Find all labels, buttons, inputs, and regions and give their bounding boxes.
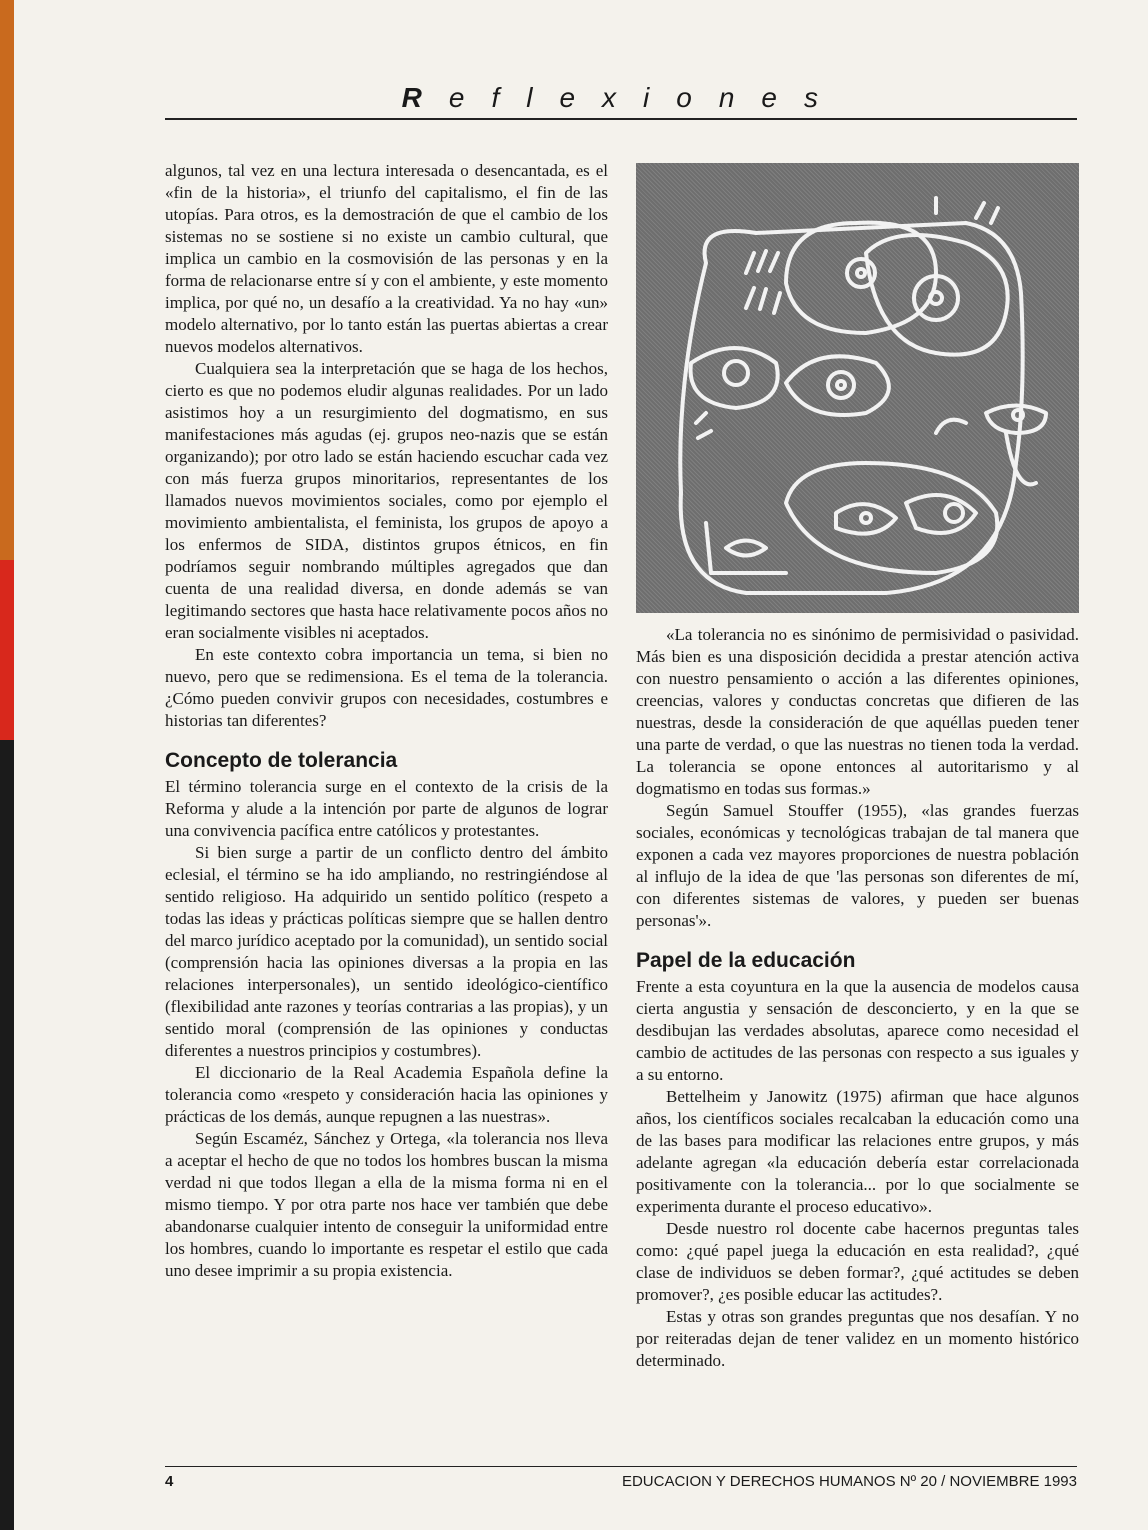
page-footer — [165, 1466, 1077, 1497]
left-column — [165, 160, 608, 1282]
paragraph: Si bien surge a partir de un conflicto dentro del ámbito eclesial, el término se ha ido ampliando, no restringiéndose al sentido religioso. Ha adquirido un sentido político (respeto a todas las ideas y prácticas políticas siempre que se hallen dentro del marco jurídico aceptado por la comunidad), un sentido social (comprensión hacia las opiniones diversas a la propia en las relaciones interpersonales), un sentido ideológico-científico (flexibilidad ante razones y teorías contrarias a las propias), y un sentido moral (comprensión de las opiniones y conductas diferentes a nuestros principios y costumbres). — [165, 843, 608, 1060]
right-column — [636, 624, 1079, 1372]
paragraph: El diccionario de la Real Academia Española define la tolerancia como «respeto y consideración hacia las opiniones y prácticas de los demás, aunque repugnen a las nuestras». — [165, 1063, 608, 1126]
section-heading-educacion: Papel de la educación — [636, 949, 856, 972]
paragraph: Frente a esta coyuntura en la que la ausencia de modelos causa cierta angustia y sensación de desconcierto, y en la que se desdibujan las verdades absolutas, aparece como necesidad el cambio de actitudes de las personas con respecto a sus iguales y a su entorno. — [636, 977, 1079, 1084]
paragraph: Bettelheim y Janowitz (1975) afirman que hace algunos años, los científicos sociales recalcaban la educación como una de las bases para modificar las relaciones entre grupos, y más adelante agregan «la educación debería estar correlacionada positivamente con la tolerancia... por lo que socialmente se experimenta durante el proceso educativo». — [636, 1087, 1079, 1216]
section-title: Reflexiones — [401, 82, 845, 113]
paragraph: En este contexto cobra importancia un tema, si bien no nuevo, pero que se redimensiona. Es el tema de la tolerancia. ¿Cómo pueden convivir grupos con necesidades, costumbres e historias tan diferentes? — [165, 645, 608, 730]
page-edge-strip — [0, 0, 14, 1530]
faces-drawing — [636, 163, 1079, 613]
paragraph: El término tolerancia surge en el contexto de la crisis de la Reforma y alude a la intención por parte de algunos de lograr una convivencia pacífica entre católicos y protestantes. — [165, 777, 608, 840]
paragraph: Estas y otras son grandes preguntas que nos desafían. Y no por reiteradas dejan de tener validez en un momento histórico determinado. — [636, 1307, 1079, 1370]
publication-info: EDUCACION Y DERECHOS HUMANOS Nº 20 / NOVIEMBRE 1993 — [621, 1473, 1077, 1490]
paragraph: Cualquiera sea la interpretación que se haga de los hechos, cierto es que no podemos eludir algunas realidades. Por un lado asistimos hoy a un resurgimiento del dogmatismo, en sus manifestaciones más agudas (ej. grupos neo-nazis que se están organizando); por otro lado se están haciendo escuchar cada vez con más fuerza grupos minoritarios, representantes de los llamados nuevos movimientos sociales, como por ejemplo el movimiento ambientalista, el feminista, los grupos de apoyo a los enfermos de SIDA, distintos grupos étnicos, en fin podríamos seguir nombrando múltiples agregados que dan cuenta de una realidad diversa, en donde además se van legitimando sectores que hasta hace relativamente pocos años no eran socialmente visibles ni aceptados. — [165, 359, 608, 642]
section-heading-concepto: Concepto de tolerancia — [165, 749, 398, 772]
paragraph: algunos, tal vez en una lectura interesada o desencantada, es el «fin de la historia», el triunfo del capitalismo, el fin de las utopías. Para otros, es la demostración de que el cambio de los sistemas no se sostiene si no existe un cambio cultural, que implica un cambio en la cosmovisión de las personas y en la forma de relacionarse entre sí y con el ambiente, y este momento implica, por qué no, un desafío a la creatividad. Ya no hay «un» modelo alternativo, por lo tanto están las puertas abiertas a crear nuevos modelos alternativos. — [165, 161, 608, 356]
paragraph: Según Escaméz, Sánchez y Ortega, «la tolerancia nos lleva a aceptar el hecho de que no todos los hombres buscan la misma verdad ni que todos llegan a ella de la misma forma ni en el mismo tiempo. Y por otra parte nos hace ver también que debe abandonarse cualquier intento de conseguir la uniformidad entre los hombres, cuando lo importante es respetar el estilo que cada uno desee imprimir a su propia existencia. — [165, 1129, 608, 1280]
page-number: 4 — [165, 1473, 174, 1490]
paragraph: Desde nuestro rol docente cabe hacernos preguntas tales como: ¿qué papel juega la educación en esta realidad?, ¿qué clase de individuos se deben formar?, ¿qué actitudes se deben promover?, ¿es posible educar las actitudes?. — [636, 1219, 1079, 1304]
illustration-faces — [636, 163, 1079, 613]
section-header — [165, 78, 1077, 120]
paragraph: Según Samuel Stouffer (1955), «las grandes fuerzas sociales, económicas y tecnológicas trabajan de tal manera que exponen a cada vez mayores proporciones de nuestra población al influjo de la idea de que 'las personas son diferentes de mí, con diferentes sistemas de valores, y pueden ser buenas personas'». — [636, 801, 1079, 930]
paragraph: «La tolerancia no es sinónimo de permisividad o pasividad. Más bien es una disposición decidida a prestar atención activa con nuestro pensamiento o acción a las diferentes opiniones, creencias, valores y conductas concretas que difieren de las nuestras, desde la consideración de que aquéllas pueden tener una parte de verdad, o que las nuestras no tienen toda la verdad. La tolerancia se opone entonces al autoritarismo y al dogmatismo en todas sus formas.» — [636, 625, 1079, 798]
